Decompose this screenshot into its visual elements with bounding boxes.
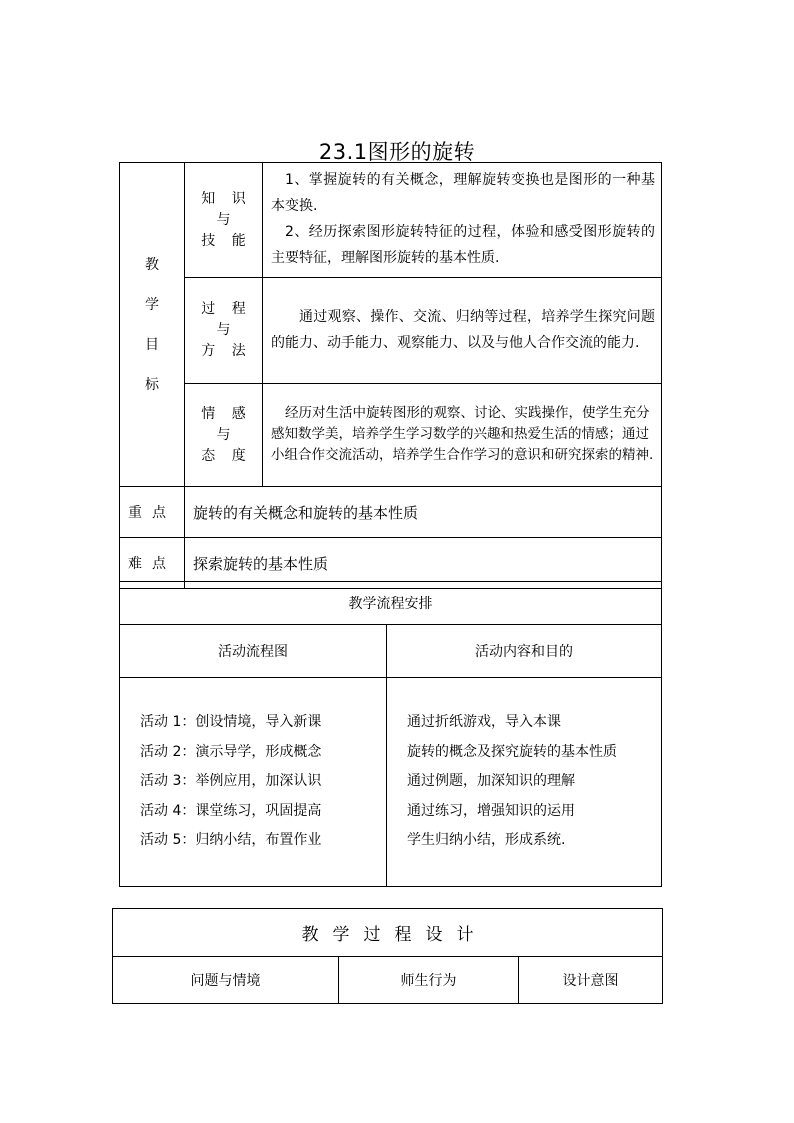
activity-goal: 通过折纸游戏，导入本课 (407, 714, 561, 730)
activity-list (120, 678, 387, 887)
key-point-text: 旋转的有关概念和旋转的基本性质 (185, 487, 662, 538)
activity-item: 活动 2：演示导学，形成概念 (140, 743, 322, 760)
flow-heading: 教学流程安排 (120, 582, 662, 625)
key-point-label: 重点 (120, 487, 185, 538)
activity-goal-list (387, 678, 662, 887)
activity-item: 活动 5：归纳小结，布置作业 (140, 832, 322, 848)
process-methods-label: 过 程 与 方 法 (185, 278, 263, 384)
process-methods-text: 通过观察、操作、交流、归纳等过程，培养学生探究问题的能力、动手能力、观察能力、以及与他人合作交流的能力. (263, 278, 662, 384)
activity-item: 活动 3：举例应用，加深认识 (140, 773, 322, 789)
activity-goal: 通过例题，加深知识的理解 (407, 773, 575, 789)
process-design-title: 教学过程设计 (113, 909, 663, 957)
column-problem-situation: 问题与情境 (113, 957, 339, 1004)
difficult-point-label: 难点 (120, 538, 185, 589)
lesson-plan-table (119, 162, 662, 589)
activity-goal: 旋转的概念及探究旋转的基本性质 (407, 743, 617, 760)
page-title: 23.1图形的旋转 (318, 140, 476, 164)
emotion-attitude-label: 情 感 与 态 度 (185, 384, 263, 487)
knowledge-skills-label: 知 识 与 技 能 (185, 163, 263, 278)
knowledge-skills-text: 1、掌握旋转的有关概念，理解旋转变换也是图形的一种基本变换. 2、经历探索图形旋转特征的过程，体验和感受图形旋转的主要特征，理解图形旋转的基本性质. (263, 163, 662, 278)
activity-item: 活动 1：创设情境，导入新课 (140, 714, 322, 730)
flow-column-goals: 活动内容和目的 (387, 625, 662, 678)
flow-column-activities: 活动流程图 (120, 625, 387, 678)
emotion-attitude-text: 经历对生活中旋转图形的观察、讨论、实践操作，使学生充分感知数学美，培养学生学习数学的兴趣和热爱生活的情感；通过小组合作交流活动，培养学生合作学习的意识和研究探索的精神. (263, 384, 662, 487)
activity-goal: 学生归纳小结，形成系统. (407, 832, 566, 848)
difficult-point-text: 探索旋转的基本性质 (185, 538, 662, 589)
process-design-table (112, 908, 663, 1004)
objectives-label: 教 学 目 标 (120, 163, 185, 487)
column-design-intent: 设计意图 (519, 957, 663, 1004)
activity-item: 活动 4：课堂练习，巩固提高 (140, 802, 322, 819)
activity-goal: 通过练习，增强知识的运用 (407, 802, 575, 819)
flow-table (119, 581, 662, 887)
column-teacher-student: 师生行为 (339, 957, 519, 1004)
